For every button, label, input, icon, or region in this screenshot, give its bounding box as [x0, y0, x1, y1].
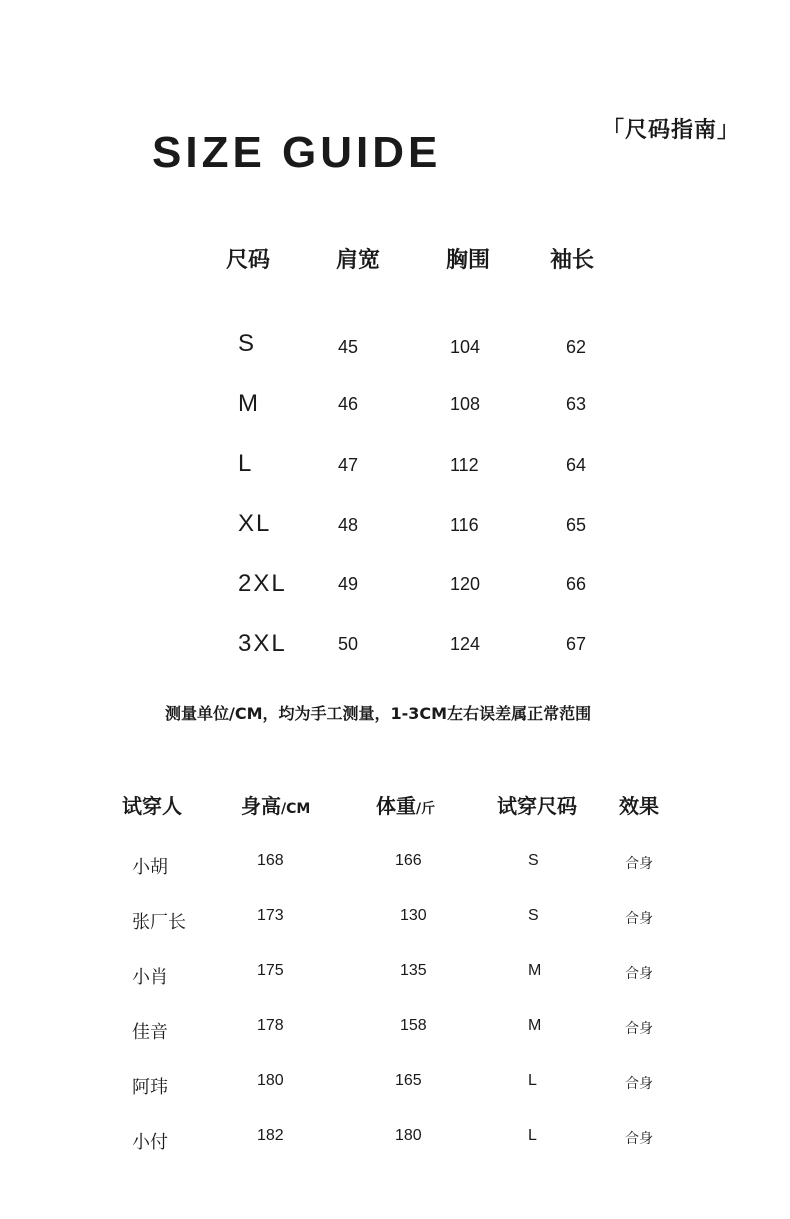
- chest-value: 104: [450, 337, 481, 357]
- tester-weight: 166: [395, 852, 422, 869]
- shoulder-value: 46: [338, 394, 359, 414]
- tester-name: 佳音: [132, 1022, 168, 1043]
- size-label: 2XL: [238, 570, 287, 597]
- tester-size: L: [528, 1127, 537, 1144]
- tester-height: 182: [257, 1127, 284, 1144]
- tester-name: 阿玮: [132, 1077, 168, 1098]
- tester-size: M: [528, 1017, 542, 1034]
- shoulder-value: 50: [338, 634, 359, 654]
- size-label: XL: [238, 510, 272, 537]
- header-tester: 试穿人: [122, 794, 182, 818]
- tester-name: 张厂长: [132, 912, 186, 933]
- tester-height: 173: [257, 907, 284, 924]
- sleeve-value: 66: [566, 574, 587, 594]
- tester-weight: 165: [395, 1072, 422, 1089]
- sleeve-value: 67: [566, 634, 587, 654]
- chest-value: 116: [450, 515, 479, 535]
- size-label: 3XL: [238, 630, 287, 657]
- tester-size: S: [528, 907, 539, 924]
- tester-effect: 合身: [625, 966, 653, 982]
- shoulder-value: 48: [338, 515, 359, 535]
- header-sleeve: 袖长: [550, 248, 595, 273]
- tester-height: 178: [257, 1017, 284, 1034]
- tester-effect: 合身: [625, 1076, 653, 1092]
- sleeve-value: 62: [566, 337, 587, 357]
- tester-weight: 130: [400, 907, 427, 924]
- tester-name: 小胡: [132, 857, 168, 878]
- tester-height: 180: [257, 1072, 284, 1089]
- measurement-note: 测量单位/CM，均为手工测量，1-3CM左右误差属正常范围: [165, 704, 592, 723]
- chest-value: 108: [450, 394, 481, 414]
- shoulder-value: 47: [338, 455, 359, 475]
- header-height: [241, 790, 310, 819]
- header-chest: 胸围: [446, 248, 491, 273]
- header-effect: 效果: [619, 794, 659, 818]
- tester-size: L: [528, 1072, 537, 1089]
- header-tryon-size: 试穿尺码: [497, 794, 577, 818]
- tester-name: 小付: [132, 1132, 168, 1153]
- header-weight: [376, 790, 435, 819]
- size-label: M: [238, 390, 260, 417]
- tester-weight: 158: [400, 1017, 427, 1034]
- tester-height: 175: [257, 962, 284, 979]
- tester-effect: 合身: [625, 1021, 653, 1037]
- sleeve-value: 63: [566, 394, 587, 414]
- chest-value: 120: [450, 574, 481, 594]
- tester-effect: 合身: [625, 1131, 653, 1147]
- tester-height: 168: [257, 852, 284, 869]
- header-weight-unit: /斤: [416, 801, 436, 817]
- sleeve-value: 65: [566, 515, 587, 535]
- chest-value: 112: [450, 455, 479, 475]
- tester-size: M: [528, 962, 542, 979]
- header-height-unit: /CM: [281, 801, 311, 817]
- page-title: SIZE GUIDE: [152, 128, 442, 177]
- sleeve-value: 64: [566, 455, 587, 475]
- tester-name: 小肖: [132, 967, 168, 988]
- header-size: 尺码: [226, 248, 271, 273]
- size-label: S: [238, 330, 257, 357]
- tester-effect: 合身: [625, 856, 653, 872]
- size-guide-tag: 「尺码指南」: [602, 118, 741, 143]
- header-weight-label: 体重: [376, 794, 416, 818]
- header-height-label: 身高: [241, 794, 281, 818]
- tester-weight: 135: [400, 962, 427, 979]
- shoulder-value: 49: [338, 574, 359, 594]
- tester-size: S: [528, 852, 539, 869]
- header-shoulder: 肩宽: [336, 248, 381, 273]
- tester-weight: 180: [395, 1127, 422, 1144]
- shoulder-value: 45: [338, 337, 359, 357]
- size-label: L: [238, 450, 254, 477]
- tester-effect: 合身: [625, 911, 653, 927]
- chest-value: 124: [450, 634, 481, 654]
